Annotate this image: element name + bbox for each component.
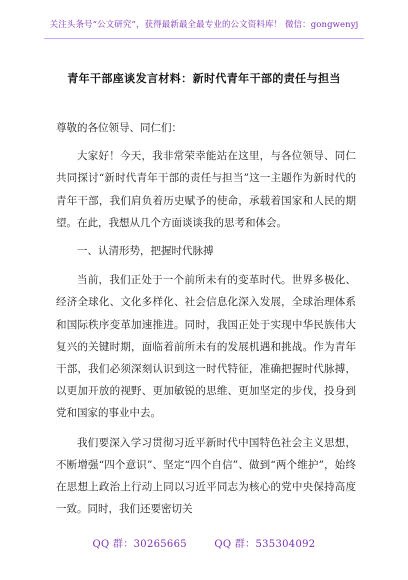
section-heading: 一、认清形势，把握时代脉搏 <box>77 245 214 258</box>
document-body <box>56 117 356 520</box>
paragraph-study: 我们要深入学习贯彻习近平新时代中国特色社会主义思想，不断增强“四个意识”、坚定“四个自信”、做到“两个维护”，始终在思想上政治上行动上同以习近平同志为核心的党中央保持高度一致。同时，我们还要密切关 <box>56 436 356 516</box>
header-divider <box>44 38 364 39</box>
footer-qq-group-1: QQ 群：30265665 <box>92 539 187 550</box>
document-title: 青年干部座谈发言材料：新时代青年干部的责任与担当 <box>67 72 341 85</box>
footer-contact <box>0 535 408 550</box>
paragraph-intro: 大家好！今天，我非常荣幸能站在这里，与各位领导、同仁共同探讨“新时代青年干部的责任与担当”这一主题作为新时代的青年干部，我们肩负着历史赋予的使命，承载着国家和人民的期望。在此，我想从几个方面谈谈我的思考和体会。 <box>56 150 356 229</box>
paragraph-situation: 当前，我们正处于一个前所未有的变革时代。世界多极化、经济全球化、文化多样化、社会信息化深入发展，全球治理体系和国际秩序变革加速推进。同时，我国正处于实现中华民族伟大复兴的关键时期，面临着前所未有的发展机遇和挑战。作为青年干部，我们必须深刻认识到这一时代特征，准确把握时代脉搏，以更加开放的视野、更加敏锐的思维、更加坚定的步伐，投身到党和国家的事业中去。 <box>56 274 356 420</box>
salutation: 尊敬的各位领导、同仁们： <box>56 122 182 134</box>
footer-qq-group-2: QQ 群：535304092 <box>214 539 316 550</box>
header-notice: 关注头条号“公文研究”，获得最新最全最专业的公文资料库！ 微信：gongwenyj <box>49 20 359 30</box>
